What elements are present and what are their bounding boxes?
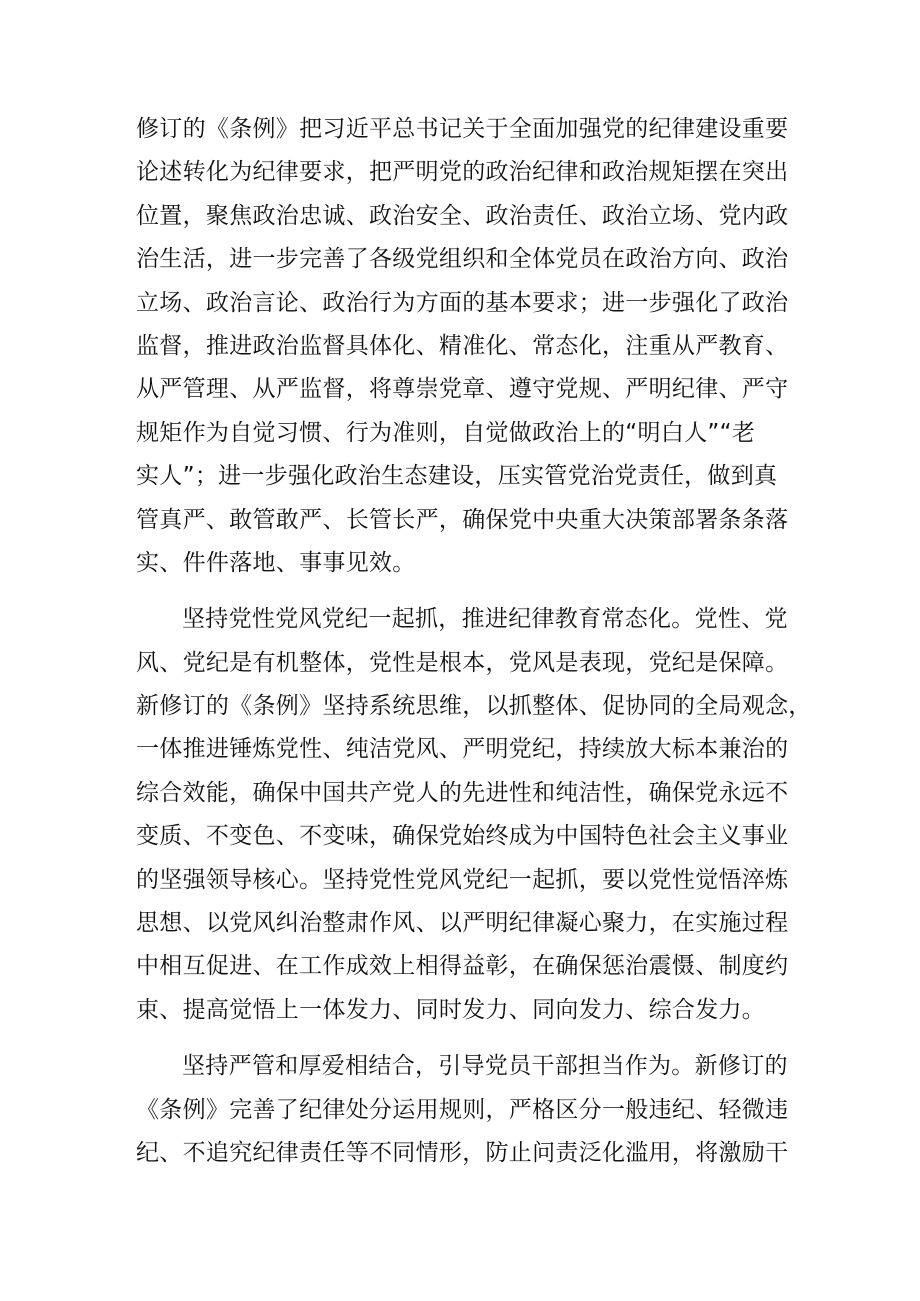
text-line: 束、提高觉悟上一体发力、同时发力、同向发力、综合发力。 <box>136 996 766 1023</box>
text-line: 论述转化为纪律要求，把严明党的政治纪律和政治规矩摆在突出 <box>136 159 789 186</box>
text-line: 规矩作为自觉习惯、行为准则，自觉做政治上的“明白人”“老 <box>136 419 756 446</box>
text-line: 变质、不变色、不变味，确保党始终成为中国特色社会主义事业 <box>136 823 789 850</box>
text-line: 新修订的《条例》坚持系统思维，以抓整体、促协同的全局观念， <box>136 693 812 720</box>
text-line: 风、党纪是有机整体，党性是根本，党风是表现，党纪是保障。 <box>136 649 789 676</box>
text-line: 管真严、敢管敢严、长管长严，确保党中央重大决策部署条条落 <box>136 506 789 533</box>
text-line: 《条例》完善了纪律处分运用规则，严格区分一般违纪、轻微违 <box>136 1096 789 1123</box>
text-line: 一体推进锤炼党性、纯洁党风、严明党纪，持续放大标本兼治的 <box>136 736 789 763</box>
text-line: 实人”；进一步强化政治生态建设，压实管党治党责任，做到真 <box>136 463 778 490</box>
text-line: 治生活，进一步完善了各级党组织和全体党员在政治方向、政治 <box>136 246 789 273</box>
text-line: 思想、以党风纠治整肃作风、以严明纪律凝心聚力，在实施过程 <box>136 910 789 937</box>
text-line: 坚持严管和厚爱相结合，引导党员干部担当作为。新修订的 <box>182 1053 788 1080</box>
text-line: 纪、不追究纪律责任等不同情形，防止问责泛化滥用，将激励干 <box>136 1139 789 1166</box>
paragraph-2 <box>136 598 812 1032</box>
text-line: 位置，聚焦政治忠诚、政治安全、政治责任、政治立场、党内政 <box>136 202 789 229</box>
text-line: 修订的《条例》把习近平总书记关于全面加强党的纪律建设重要 <box>136 116 789 142</box>
body-text <box>136 108 812 1188</box>
paragraph-1 <box>136 108 789 585</box>
text-line: 综合效能，确保中国共产党人的先进性和纯洁性，确保党永远不 <box>136 779 789 806</box>
text-line: 立场、政治言论、政治行为方面的基本要求；进一步强化了政治 <box>136 289 789 316</box>
text-line: 从严管理、从严监督，将尊崇党章、遵守党规、严明纪律、严守 <box>136 376 789 403</box>
paragraph-3 <box>136 1045 789 1175</box>
text-line: 中相互促进、在工作成效上相得益彰，在确保惩治震慑、制度约 <box>136 953 789 980</box>
text-line: 坚持党性党风党纪一起抓，推进纪律教育常态化。党性、党 <box>182 606 788 633</box>
text-line: 的坚强领导核心。坚持党性党风党纪一起抓，要以党性觉悟淬炼 <box>136 866 789 893</box>
text-line: 监督，推进政治监督具体化、精准化、常态化，注重从严教育、 <box>136 332 789 359</box>
text-line: 实、件件落地、事事见效。 <box>136 549 416 576</box>
